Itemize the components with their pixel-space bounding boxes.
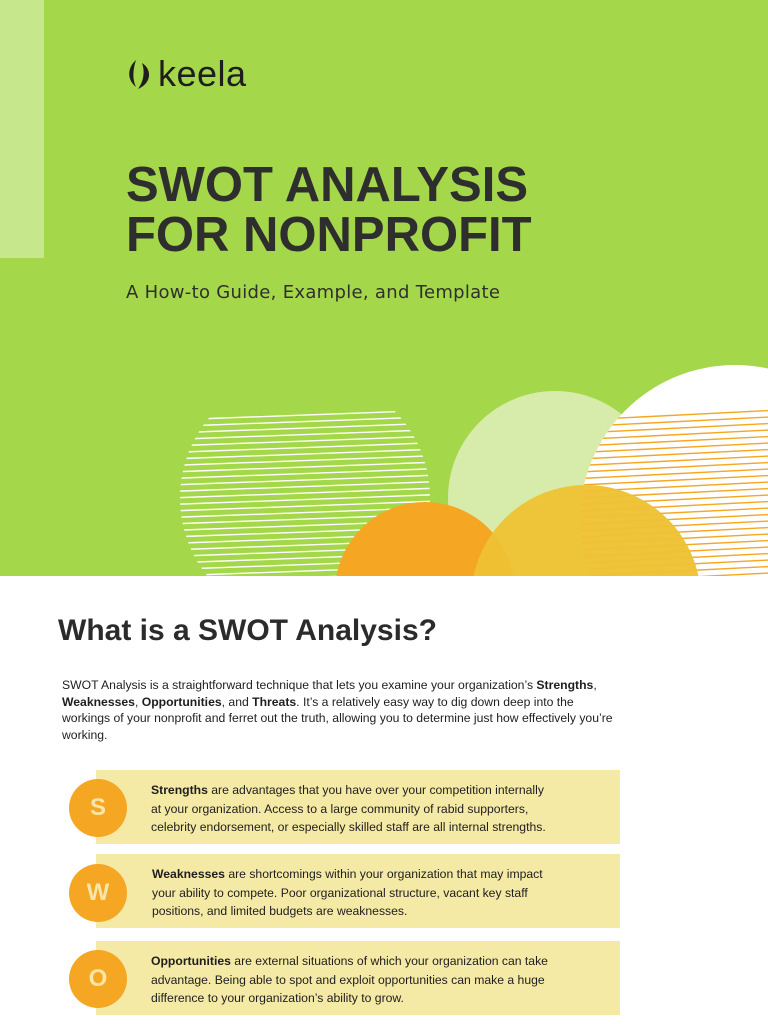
card-term: Strengths [151, 783, 208, 797]
brand-logo[interactable] [126, 53, 247, 94]
card-term: Opportunities [151, 954, 231, 968]
intro-text-4: , and [221, 694, 253, 709]
intro-text-5: . It’s a relatively easy way to dig down deep into the workings of your nonprofit and ferret out the truth, allowing you to determine just how effectively you’re working. [62, 694, 613, 742]
card-description: are external situations of which your organization can take advantage. Being able to spot and exploit opportunities can make a huge difference to your organization’s ability to grow. [151, 954, 548, 1006]
intro-threats: Threats [252, 694, 297, 709]
intro-text-1: SWOT Analysis is a straightforward technique that lets you examine your organization’s [62, 678, 537, 692]
swot-card-weaknesses [96, 854, 620, 928]
letter-badge-s: S [69, 779, 127, 837]
intro-weaknesses: Weaknesses [62, 694, 135, 709]
card-text [151, 781, 551, 837]
letter-badge-o: O [69, 950, 127, 1008]
brand-name: keela [158, 53, 247, 94]
swot-card-opportunities [96, 941, 620, 1015]
page-title-line-2: FOR NONPROFIT [126, 208, 532, 262]
card-description: are shortcomings within your organization that may impact your ability to compete. Poor organizational structure, vacant key staff positions, and limited budgets are weaknesses. [152, 867, 543, 919]
intro-text-3: , [134, 694, 142, 709]
card-description: are advantages that you have over your competition internally at your organization. Access to a large community of rabid supporters, celebrity endorsement, or especially skilled staff are all internal strengths. [151, 783, 546, 835]
intro-text-2: , [593, 678, 597, 692]
swot-card-strengths [96, 770, 620, 844]
card-text [152, 865, 552, 921]
intro-strengths: Strengths [536, 678, 594, 692]
intro-opportunities: Opportunities [141, 694, 222, 709]
letter-badge-w: W [69, 864, 127, 922]
page-subtitle: A How-to Guide, Example, and Template [126, 282, 501, 303]
intro-paragraph [62, 677, 622, 743]
card-text [151, 952, 551, 1008]
keela-leaf-icon [126, 57, 152, 91]
page-title [126, 160, 646, 260]
page-title-line-1: SWOT ANALYSIS [126, 158, 529, 212]
section-heading: What is a SWOT Analysis? [58, 614, 437, 647]
card-term: Weaknesses [152, 867, 225, 881]
